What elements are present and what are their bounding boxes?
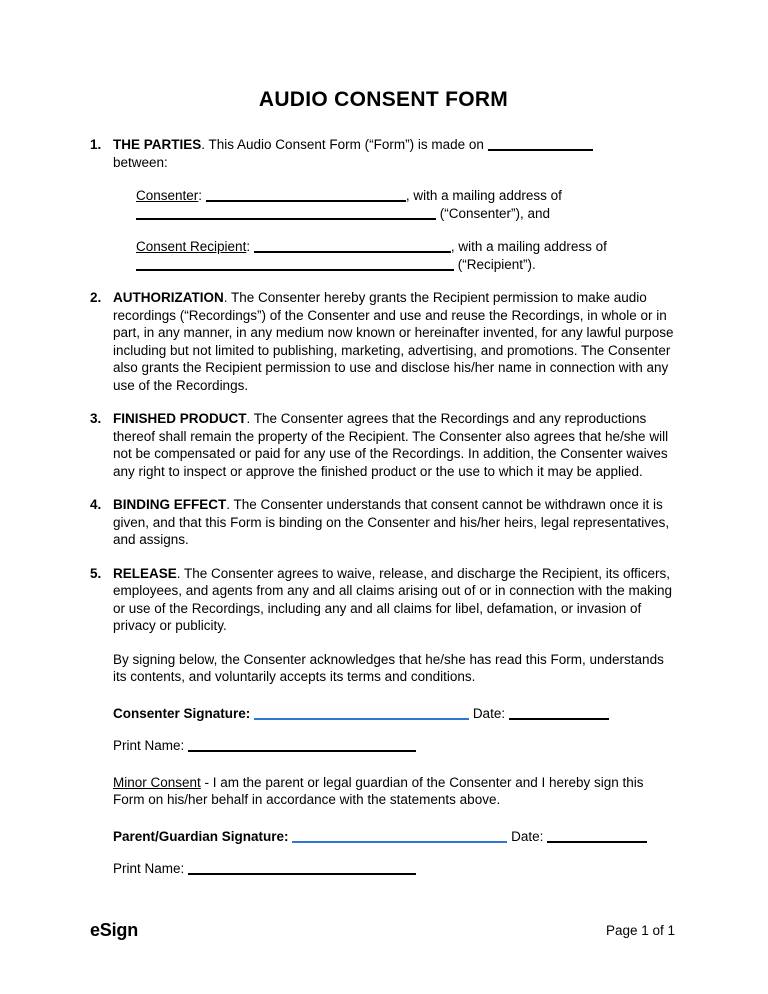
recipient-text-after-name: , with a mailing address of bbox=[450, 239, 607, 254]
section-release bbox=[90, 565, 677, 635]
section-text: . The Consenter agrees that the Recordings and any reproductions thereof shall remain the property of the Recipient. The Consenter also agrees that he/she will not be compensated or paid for any use of the Recordings. In addition, the Consenter waives any right to inspect or approve the finished product or the use to which it may be applied. bbox=[113, 411, 669, 479]
parent-date-label: Date: bbox=[511, 828, 544, 844]
recipient-label: Consent Recipient bbox=[136, 239, 247, 254]
section-number: 4. bbox=[90, 497, 102, 512]
consenter-address-blank-line[interactable] bbox=[136, 208, 436, 220]
parent-print-name-row bbox=[113, 857, 677, 881]
parent-signature-label: Parent/Guardian Signature: bbox=[113, 828, 289, 844]
section-number: 1. bbox=[90, 137, 102, 152]
consenter-date-line[interactable] bbox=[509, 708, 609, 720]
parent-signature-row bbox=[113, 825, 677, 849]
section-label: RELEASE bbox=[113, 565, 177, 581]
section-number: 3. bbox=[90, 411, 102, 426]
page-number: Page 1 of 1 bbox=[605, 923, 675, 938]
recipient-address-blank-line[interactable] bbox=[136, 259, 454, 271]
consenter-label: Consenter bbox=[136, 188, 199, 203]
consenter-party-block bbox=[136, 187, 677, 222]
section-finished-product bbox=[90, 410, 677, 480]
section-number: 5. bbox=[90, 565, 102, 581]
consenter-signature-line[interactable] bbox=[254, 708, 469, 720]
section-text: . This Audio Consent Form (“Form”) is made on bbox=[201, 137, 484, 152]
section-label: FINISHED PRODUCT bbox=[113, 411, 247, 426]
section-text: between: bbox=[113, 154, 168, 170]
document-title: AUDIO CONSENT FORM bbox=[258, 88, 509, 111]
recipient-name-blank-line[interactable] bbox=[254, 241, 451, 253]
spacer bbox=[90, 651, 113, 897]
section-the-parties-text bbox=[113, 136, 677, 171]
consenter-signature-row bbox=[113, 702, 677, 726]
page-footer bbox=[90, 922, 675, 940]
acknowledgement-text: By signing below, the Consenter acknowledges that he/she has read this Form, understands its contents, and voluntarily accepts its terms and conditions. bbox=[113, 651, 664, 684]
consenter-text-after-name: , with a mailing address of bbox=[405, 188, 562, 203]
section-number: 2. bbox=[90, 290, 102, 305]
section-text: . The Consenter agrees to waive, release, and discharge the Recipient, its officers, employees, and agents from any and all claims arising out of or in connection with the making or use of the Recordings, including any and all claims for libel, defamation, or invasion of privacy or publicity. bbox=[113, 565, 673, 633]
recipient-label-colon: : bbox=[246, 239, 251, 254]
made-on-date-blank-line[interactable] bbox=[488, 139, 593, 151]
parent-print-name-line[interactable] bbox=[188, 863, 416, 875]
recipient-text-after-address: (“Recipient”). bbox=[454, 256, 536, 272]
consenter-signature-label: Consenter Signature: bbox=[113, 705, 251, 721]
consenter-print-name-line[interactable] bbox=[188, 740, 416, 752]
esign-logo: eSign bbox=[90, 920, 139, 940]
section-authorization-text bbox=[113, 289, 677, 394]
consenter-name-blank-line[interactable] bbox=[206, 190, 406, 202]
section-binding-effect bbox=[90, 496, 677, 549]
section-release-text bbox=[113, 565, 677, 635]
consenter-date-label: Date: bbox=[472, 705, 506, 721]
section-text: . The Consenter understands that consent cannot be withdrawn once it is given, and that this Form is binding on the Consenter and his/her heirs, legal representatives, and assigns. bbox=[113, 497, 670, 547]
recipient-party-block bbox=[136, 238, 677, 273]
section-authorization bbox=[90, 289, 677, 394]
consenter-label-colon: : bbox=[198, 188, 203, 203]
consenter-print-name-label: Print Name: bbox=[113, 737, 185, 753]
section-label: THE PARTIES bbox=[113, 137, 202, 152]
parent-print-name-label: Print Name: bbox=[113, 860, 185, 876]
section-binding-effect-text bbox=[113, 496, 677, 549]
minor-consent-label: Minor Consent bbox=[113, 774, 201, 790]
parent-signature-line[interactable] bbox=[292, 831, 507, 843]
consenter-print-name-row bbox=[113, 734, 677, 758]
section-label: AUTHORIZATION bbox=[113, 290, 224, 305]
section-label: BINDING EFFECT bbox=[113, 497, 227, 512]
section-the-parties bbox=[90, 136, 677, 273]
minor-consent-body: - I am the parent or legal guardian of the Consenter and I hereby sign this Form on his/her behalf in accordance with the statements above. bbox=[113, 774, 644, 807]
section-finished-product-text bbox=[113, 410, 677, 480]
consenter-text-after-address: (“Consenter”), and bbox=[436, 205, 551, 221]
minor-consent-text bbox=[113, 774, 677, 809]
signing-block bbox=[90, 651, 677, 897]
parent-date-line[interactable] bbox=[547, 831, 647, 843]
parties-block bbox=[136, 187, 677, 273]
section-text: . The Consenter hereby grants the Recipient permission to make audio recordings (“Recordings”) of the Consenter and use and reuse the Recordings, in whole or in part, in any manner, in any medium now known or hereinafter invented, for any lawful purpose including but not limited to publishing, marketing, advertising, and promotions. The Consenter also grants the Recipient permission to use and disclose his/her name in connection with any use of the Recordings. bbox=[113, 290, 674, 393]
